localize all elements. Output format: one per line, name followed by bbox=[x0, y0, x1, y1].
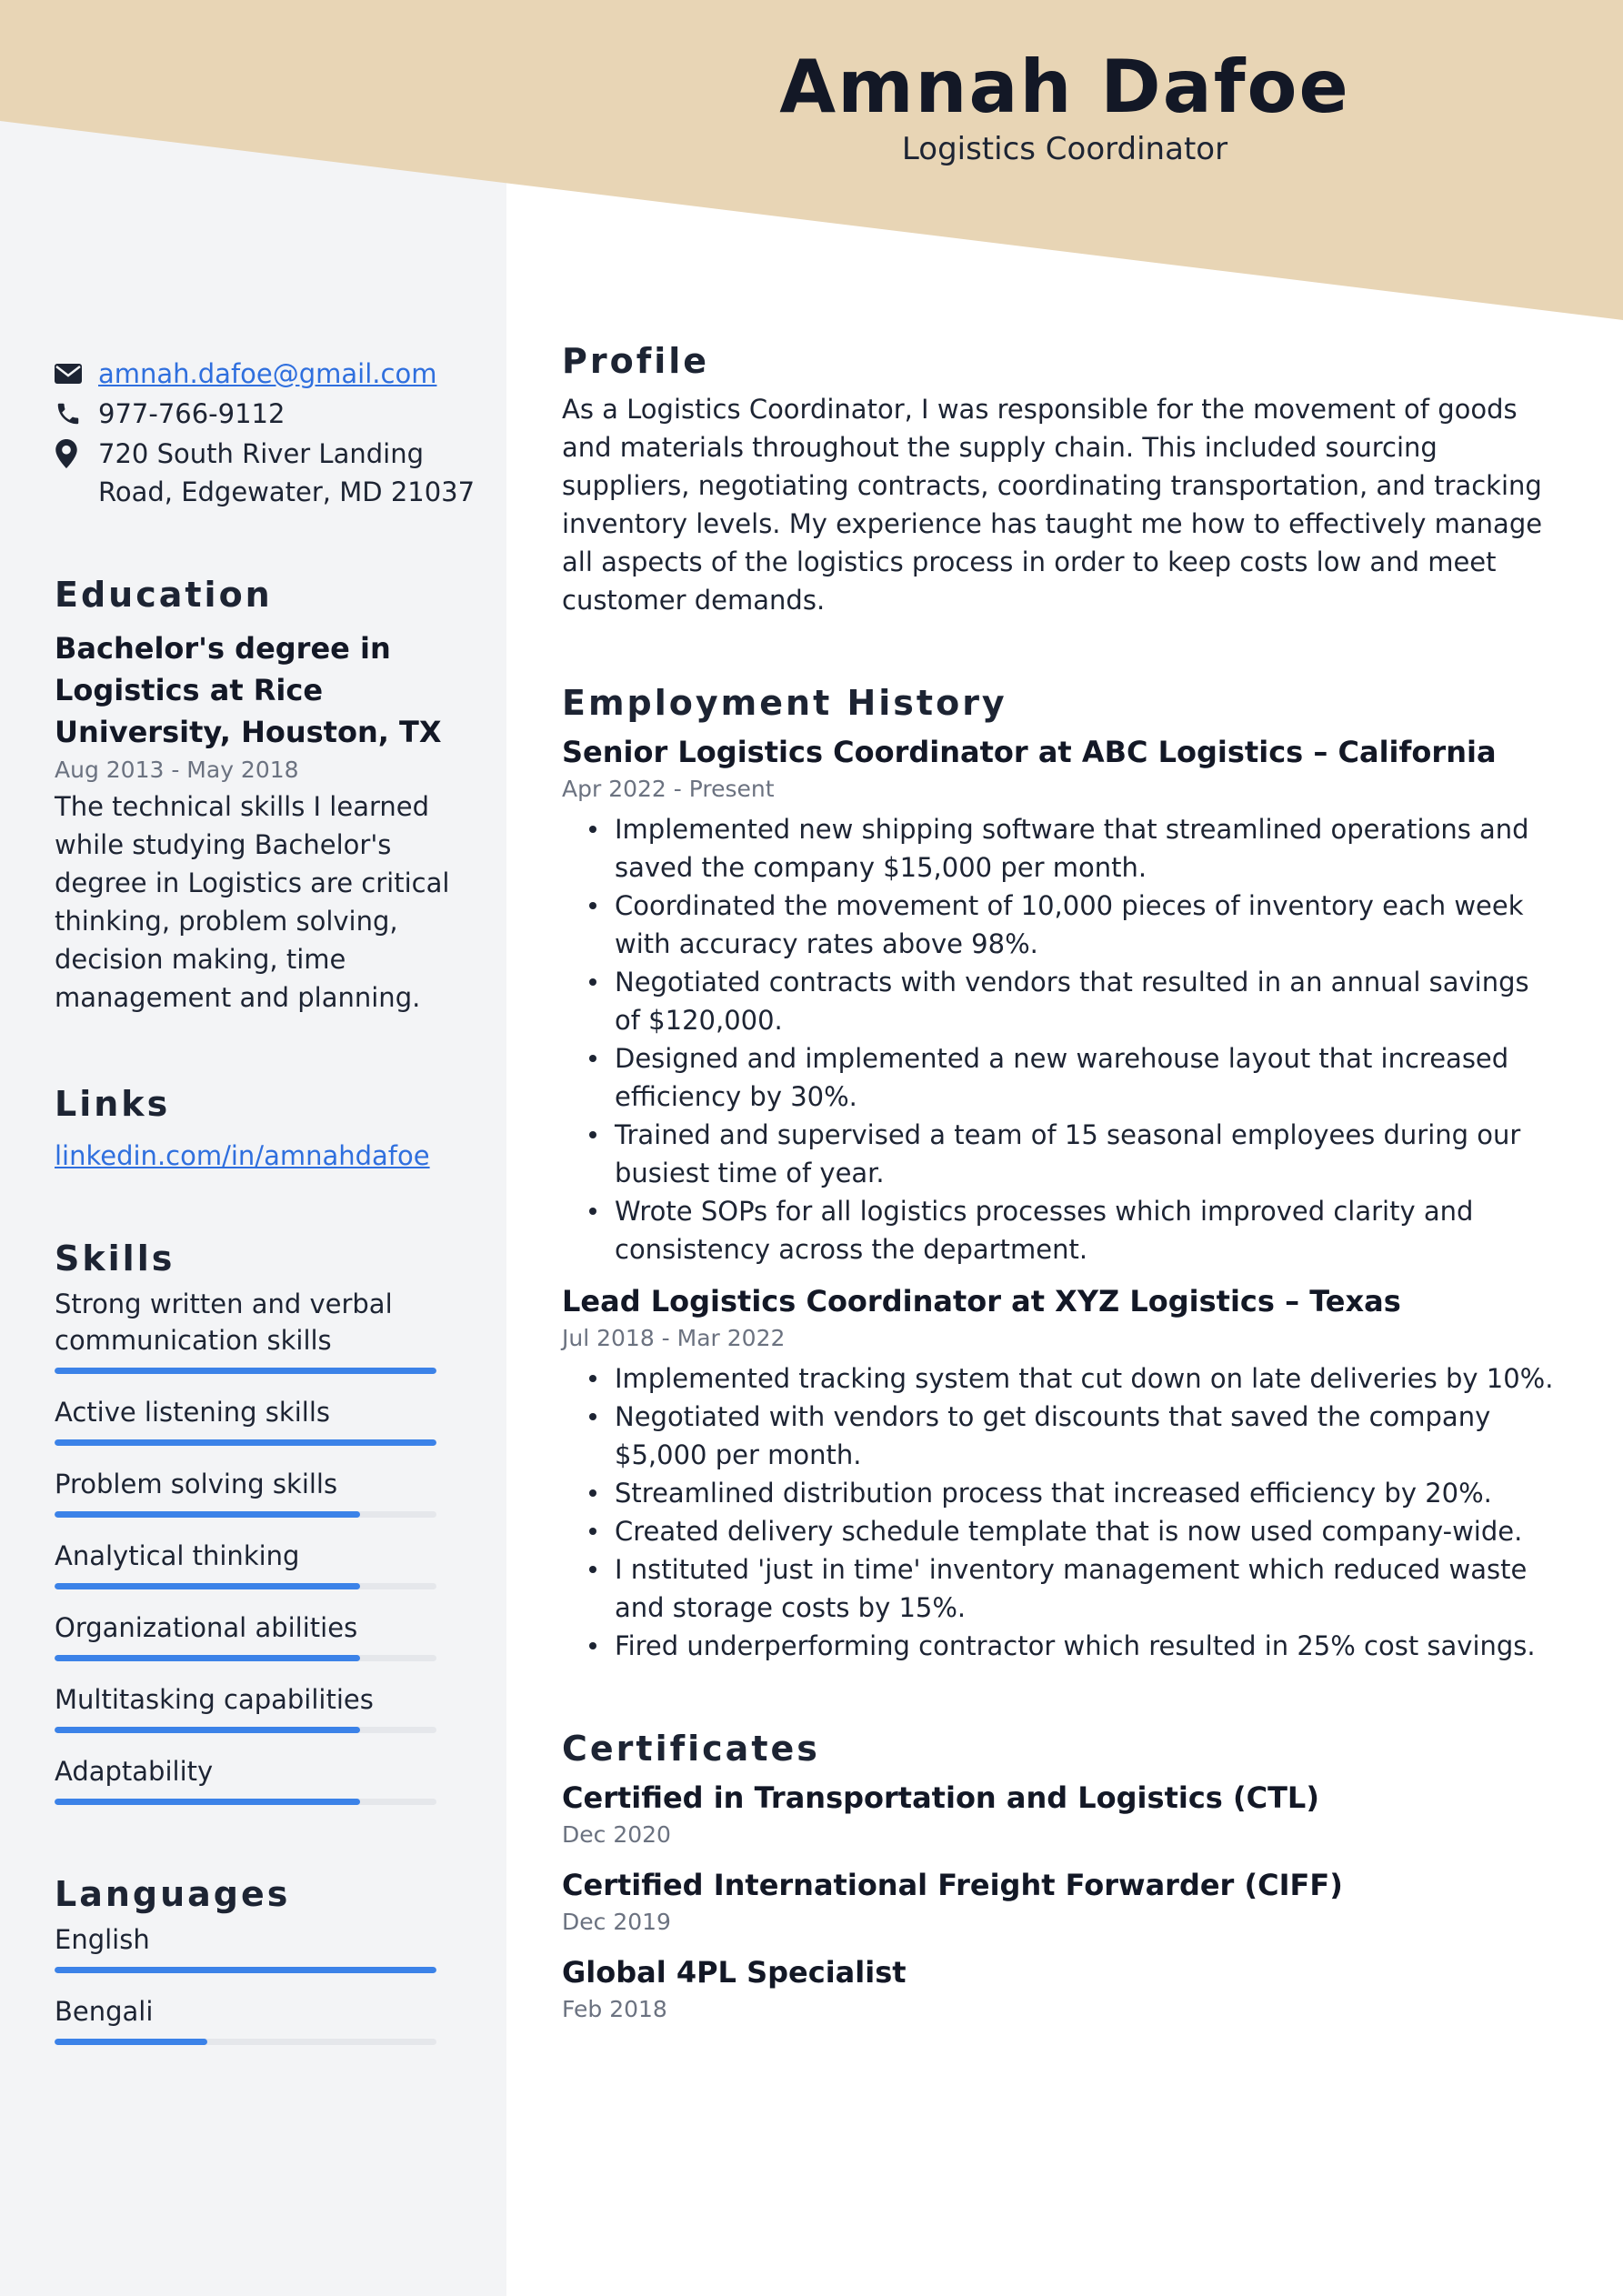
skill-level-bar bbox=[55, 1511, 436, 1518]
education-section bbox=[55, 575, 455, 1017]
skills-list bbox=[55, 1286, 455, 1805]
job-bullet: Wrote SOPs for all logistics processes which improved clarity and consistency across the department. bbox=[589, 1192, 1562, 1268]
job-bullet: Implemented tracking system that cut down on late deliveries by 10%. bbox=[589, 1359, 1562, 1398]
linkedin-link[interactable]: linkedin.com/in/amnahdafoe bbox=[55, 1140, 430, 1171]
candidate-name: Amnah Dafoe bbox=[779, 45, 1350, 129]
certificate-title: Certified in Transportation and Logistics (CTL) bbox=[562, 1780, 1319, 1815]
candidate-title: Logistics Coordinator bbox=[901, 131, 1228, 167]
contact-email-row bbox=[55, 355, 455, 393]
skill-item bbox=[55, 1753, 455, 1805]
contact-address-row bbox=[55, 435, 476, 511]
language-level-bar bbox=[55, 1967, 436, 1973]
skill-item bbox=[55, 1681, 455, 1733]
skill-name: Strong written and verbal communication skills bbox=[55, 1288, 393, 1356]
job-bullet: Coordinated the movement of 10,000 pieces of inventory each week with accuracy rates above 98%. bbox=[589, 887, 1562, 963]
jobs-list bbox=[562, 732, 1562, 1665]
language-item bbox=[55, 1993, 455, 2045]
job-bullet: Implemented new shipping software that streamlined operations and saved the company $15,000 per month. bbox=[589, 810, 1562, 887]
certificates-list bbox=[562, 1778, 1562, 2027]
job-title: Lead Logistics Coordinator at XYZ Logistics – Texas bbox=[562, 1284, 1401, 1318]
contact-section bbox=[55, 355, 476, 511]
job-bullet: Designed and implemented a new warehouse layout that increased efficiency by 30%. bbox=[589, 1039, 1562, 1116]
header bbox=[506, 47, 1623, 167]
skills-heading: Skills bbox=[55, 1238, 175, 1278]
email-link[interactable]: amnah.dafoe@gmail.com bbox=[98, 358, 437, 389]
address-line-2: Road, Edgewater, MD 21037 bbox=[98, 476, 476, 507]
skill-item bbox=[55, 1466, 455, 1518]
phone-icon bbox=[55, 395, 98, 433]
language-level-fill bbox=[55, 2039, 207, 2045]
certificate-entry bbox=[562, 1952, 1562, 2027]
education-description: The technical skills I learned while studying Bachelor's degree in Logistics are critical thinking, problem solving, decision making, time management and planning. bbox=[55, 791, 450, 1013]
certificate-entry bbox=[562, 1865, 1562, 1940]
skill-name: Active listening skills bbox=[55, 1397, 330, 1428]
certificates-section bbox=[562, 1729, 1562, 2027]
skill-name: Organizational abilities bbox=[55, 1612, 358, 1643]
job-entry bbox=[562, 1281, 1562, 1665]
education-degree: Bachelor's degree in Logistics at Rice University, Houston, TX bbox=[55, 631, 442, 749]
certificate-title: Certified International Freight Forwarder (CIFF) bbox=[562, 1868, 1343, 1902]
skill-level-fill bbox=[55, 1727, 360, 1733]
job-entry bbox=[562, 732, 1562, 1268]
skill-item bbox=[55, 1538, 455, 1589]
skill-name: Analytical thinking bbox=[55, 1540, 300, 1571]
skill-level-bar bbox=[55, 1439, 436, 1446]
job-bullet: Negotiated contracts with vendors that resulted in an annual savings of $120,000. bbox=[589, 963, 1562, 1039]
education-dates: Aug 2013 - May 2018 bbox=[55, 757, 299, 783]
skill-level-fill bbox=[55, 1583, 360, 1589]
languages-heading: Languages bbox=[55, 1874, 291, 1914]
skill-level-fill bbox=[55, 1799, 360, 1805]
job-title: Senior Logistics Coordinator at ABC Logistics – California bbox=[562, 735, 1497, 769]
skill-level-bar bbox=[55, 1583, 436, 1589]
job-dates: Jul 2018 - Mar 2022 bbox=[562, 1325, 786, 1351]
skill-item bbox=[55, 1609, 455, 1661]
skill-item bbox=[55, 1286, 455, 1374]
job-bullet: Created delivery schedule template that is now used company-wide. bbox=[589, 1512, 1562, 1550]
skills-section bbox=[55, 1238, 455, 1805]
languages-list bbox=[55, 1921, 455, 2045]
job-dates: Apr 2022 - Present bbox=[562, 776, 775, 802]
certificate-date: Dec 2019 bbox=[562, 1909, 671, 1935]
languages-section bbox=[55, 1874, 455, 2045]
employment-section bbox=[562, 683, 1562, 1665]
certificate-date: Dec 2020 bbox=[562, 1821, 671, 1848]
employment-heading: Employment History bbox=[562, 683, 1007, 723]
skill-level-fill bbox=[55, 1439, 436, 1446]
job-bullets bbox=[562, 1359, 1562, 1665]
links-section bbox=[55, 1084, 455, 1175]
language-level-bar bbox=[55, 2039, 436, 2045]
job-bullet: Negotiated with vendors to get discounts that saved the company $5,000 per month. bbox=[589, 1398, 1562, 1474]
language-level-fill bbox=[55, 1967, 436, 1973]
sidebar bbox=[55, 355, 476, 2065]
profile-heading: Profile bbox=[562, 341, 710, 381]
job-bullet: Streamlined distribution process that increased efficiency by 20%. bbox=[589, 1474, 1562, 1512]
profile-section bbox=[562, 341, 1562, 619]
skill-level-bar bbox=[55, 1727, 436, 1733]
envelope-icon bbox=[55, 355, 98, 393]
skill-name: Adaptability bbox=[55, 1756, 214, 1787]
map-pin-icon bbox=[55, 435, 98, 473]
skill-level-bar bbox=[55, 1655, 436, 1661]
skill-name: Multitasking capabilities bbox=[55, 1684, 374, 1715]
skill-name: Problem solving skills bbox=[55, 1469, 338, 1499]
address-line-1: 720 South River Landing bbox=[98, 438, 424, 469]
job-bullets bbox=[562, 810, 1562, 1268]
skill-item bbox=[55, 1394, 455, 1446]
job-bullet: Fired underperforming contractor which resulted in 25% cost savings. bbox=[589, 1627, 1562, 1665]
education-heading: Education bbox=[55, 575, 273, 615]
certificate-entry bbox=[562, 1778, 1562, 1852]
skill-level-bar bbox=[55, 1799, 436, 1805]
language-item bbox=[55, 1921, 455, 1973]
address bbox=[98, 435, 475, 511]
skill-level-fill bbox=[55, 1511, 360, 1518]
skill-level-bar bbox=[55, 1368, 436, 1374]
phone-number: 977-766-9112 bbox=[98, 398, 286, 429]
certificate-title: Global 4PL Specialist bbox=[562, 1955, 907, 1990]
links-heading: Links bbox=[55, 1084, 171, 1124]
certificates-heading: Certificates bbox=[562, 1729, 820, 1769]
main-content bbox=[562, 341, 1562, 2027]
contact-phone-row bbox=[55, 395, 455, 433]
certificate-date: Feb 2018 bbox=[562, 1996, 667, 2022]
skill-level-fill bbox=[55, 1655, 360, 1661]
job-bullet: Trained and supervised a team of 15 seasonal employees during our busiest time of year. bbox=[589, 1116, 1562, 1192]
language-name: Bengali bbox=[55, 1996, 154, 2027]
skill-level-fill bbox=[55, 1368, 436, 1374]
profile-text: As a Logistics Coordinator, I was responsible for the movement of goods and materials throughout the supply chain. This included sourcing suppliers, negotiating contracts, coordinating transportation, and tracking inventory levels. My experience has taught me how to effectively manage all aspects of the logistics process in order to keep costs low and meet customer demands. bbox=[562, 394, 1543, 616]
job-bullet: I nstituted 'just in time' inventory management which reduced waste and storage costs by 15%. bbox=[589, 1550, 1562, 1627]
language-name: English bbox=[55, 1924, 150, 1955]
